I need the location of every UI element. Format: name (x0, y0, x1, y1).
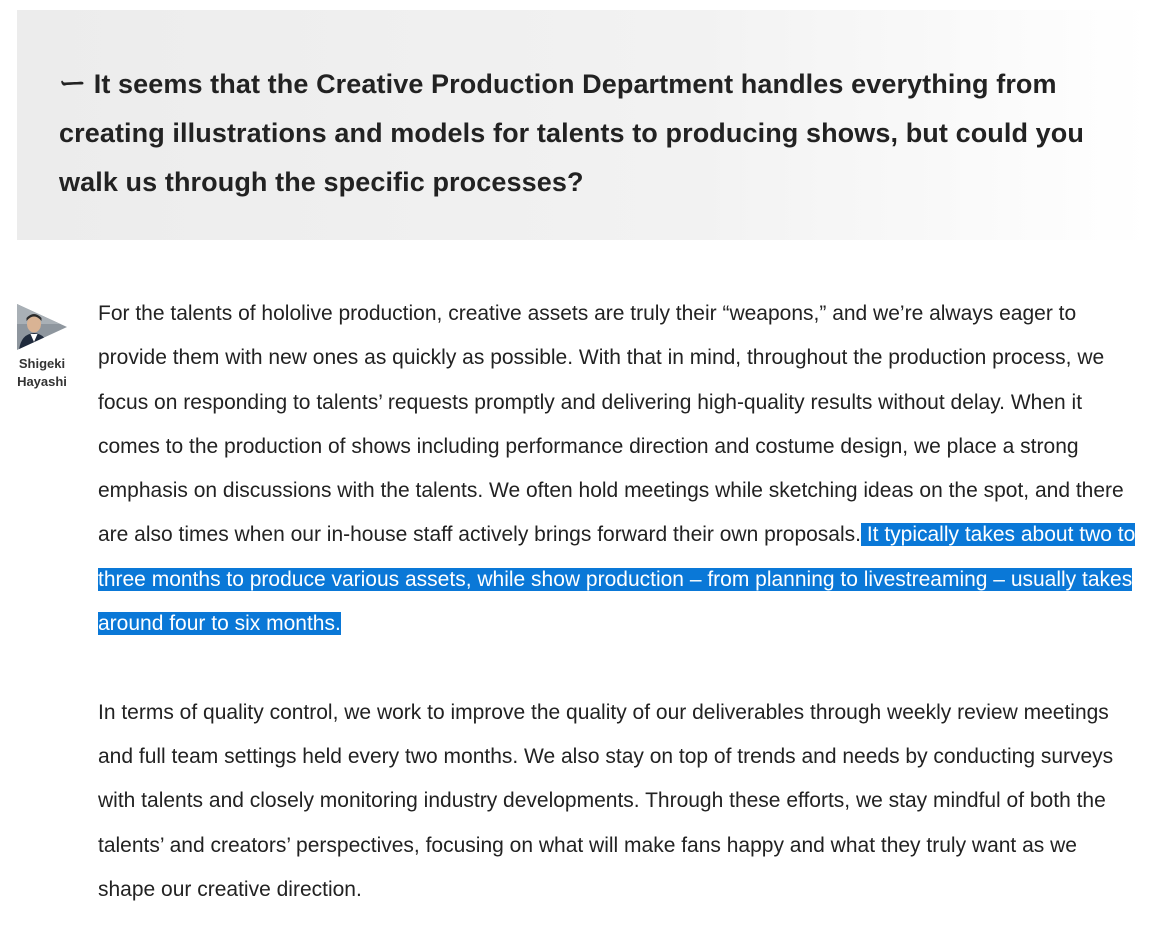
interview-answer[interactable] (98, 292, 1138, 912)
answer-paragraph-2[interactable]: In terms of quality control, we work to improve the quality of our deliverables through weekly review meetings and full team settings held every two months. We also stay on top of trends and needs by conducting surveys with talents and closely monitoring industry developments. Through these efforts, we stay mindful of both the talents’ and creators’ perspectives, focusing on what will make fans happy and what they truly want as we shape our creative direction. (98, 700, 1114, 901)
answer-paragraph-1[interactable] (98, 292, 1138, 646)
interview-question-box (17, 10, 1149, 240)
speaker-name (12, 355, 72, 391)
selected-text[interactable]: It typically takes about two to three months to produce various assets, while show production – from planning to livestreaming – usually takes around four to six months. (98, 523, 1136, 636)
speaker-profile (12, 304, 72, 391)
answer-paragraph-1-text[interactable]: For the talents of hololive production, creative assets are truly their “weapons,” and we’re always eager to provide them with new ones as quickly as possible. With that in mind, throughout the production process, we focus on responding to talents’ requests promptly and delivering high-quality results without delay. When it comes to the production of shows including performance direction and costume design, we place a strong emphasis on discussions with the talents. We often hold meetings while sketching ideas on the spot, and there are also times when our in-house staff actively brings forward their own proposals. (98, 302, 1124, 547)
question-text: It seems that the Creative Production Department handles everything from creating illustrations and models for talents to producing shows, but could you walk us through the specific processes? (59, 69, 1084, 197)
interview-question (59, 60, 1099, 207)
speaker-last-name: Hayashi (17, 374, 67, 389)
question-dash: ー (59, 69, 87, 99)
person-photo-play-icon (17, 304, 67, 350)
speaker-first-name: Shigeki (18, 356, 66, 371)
